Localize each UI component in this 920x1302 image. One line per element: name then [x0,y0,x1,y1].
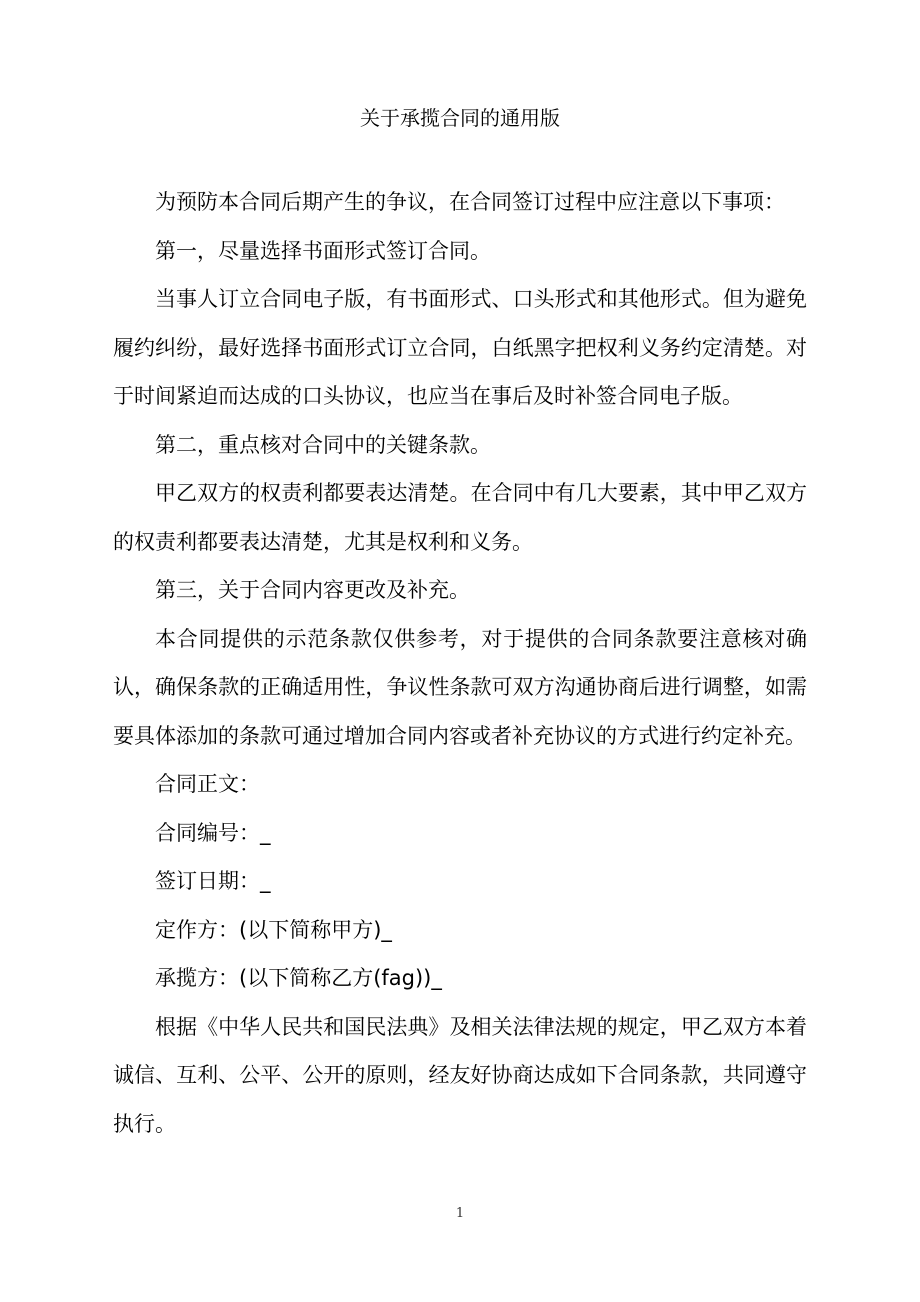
paragraph-point-three-text: 本合同提供的示范条款仅供参考，对于提供的合同条款要注意核对确认，确保条款的正确适用性，争议性条款可双方沟通协商后进行调整，如需要具体添加的条款可通过增加合同内容或者补充协议的方式进行约定补充。 [113,626,807,748]
paragraph-intro: 为预防本合同后期产生的争议，在合同签订过程中应注意以下事项： [155,190,785,214]
paragraph-point-two-text: 甲乙双方的权责利都要表达清楚。在合同中有几大要素，其中甲乙双方的权责利都要表达清楚，尤其是权利和义务。 [113,481,807,554]
paragraph-point-two-heading: 第二，重点核对合同中的关键条款。 [155,432,491,457]
paragraph-point-one-heading: 第一，尽量选择书面形式签订合同。 [155,238,491,263]
paragraph-contract-number: 合同编号：_ [155,820,271,845]
document-body [113,178,807,1148]
document-title: 关于承揽合同的通用版 [360,106,560,130]
paragraph-point-three-heading: 第三，关于合同内容更改及补充。 [155,578,470,602]
page-number: 1 [455,1206,465,1221]
paragraph-contract-body-label: 合同正文： [155,772,260,796]
paragraph-legal-basis: 根据《中华人民共和国民法典》及相关法律法规的规定，甲乙双方本着诚信、互利、公平、公开的原则，经友好协商达成如下合同条款，共同遵守执行。 [113,1014,807,1136]
paragraph-party-a: 定作方：(以下简称甲方)_ [155,917,392,942]
paragraph-signing-date: 签订日期：_ [155,869,271,893]
paragraph-point-one-text: 当事人订立合同电子版，有书面形式、口头形式和其他形式。但为避免履约纠纷，最好选择书面形式订立合同，白纸黑字把权利义务约定清楚。对于时间紧迫而达成的口头协议，也应当在事后及时补签合同电子版。 [113,287,807,408]
paragraph-party-b: 承揽方：(以下简称乙方(fag))_ [155,966,442,990]
